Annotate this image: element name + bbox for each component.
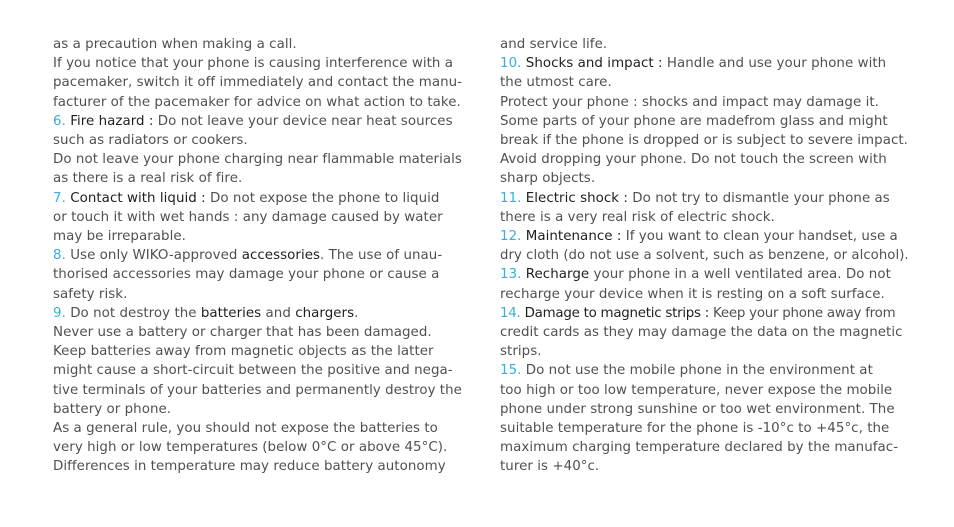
- text-line: Some parts of your phone are madefrom glass and might: [500, 113, 888, 129]
- text-line: Never use a battery or charger that has been damaged.: [53, 325, 432, 341]
- text-line: very high or low temperatures (below 0°C or above 45°C).: [53, 440, 448, 456]
- text-run: Use only WIKO-approved: [65, 248, 242, 264]
- text-run: Handle and use your phone with: [662, 56, 887, 72]
- section-number: 7.: [53, 190, 66, 206]
- text-line: the utmost care.: [500, 75, 612, 91]
- section-heading: Electric shock :: [525, 190, 628, 206]
- text-line: Differences in temperature may reduce battery autonomy: [53, 459, 446, 475]
- section-number: 9.: [53, 305, 66, 321]
- text-run: and: [261, 305, 296, 321]
- text-line: Do not leave your phone charging near flammable materials: [53, 152, 462, 168]
- section-8-line: [53, 246, 462, 265]
- section-number: 12.: [500, 229, 522, 245]
- section-heading: Damage to magnetic strips :: [524, 305, 710, 321]
- text-line: strips.: [500, 344, 542, 360]
- section-heading: accessories: [241, 248, 321, 264]
- section-number: 10.: [500, 56, 522, 72]
- section-number: 14.: [500, 305, 521, 321]
- text-line: and service life.: [500, 37, 608, 52]
- text-line: might cause a short-circuit between the positive and nega-: [53, 363, 453, 379]
- text-line: As a general rule, you should not expose the batteries to: [53, 421, 438, 437]
- text-line: thorised accessories may damage your phone or cause a: [53, 267, 440, 283]
- text-line: credit cards as they may damage the data on the magnetic: [500, 325, 903, 341]
- left-column: [53, 35, 462, 477]
- section-heading: Fire hazard :: [70, 113, 154, 129]
- text-run: If you want to clean your handset, use a: [621, 229, 898, 245]
- text-run: Do not use the mobile phone in the environment at: [521, 363, 873, 379]
- text-line: Avoid dropping your phone. Do not touch the screen with: [500, 152, 887, 168]
- section-heading: chargers: [295, 305, 355, 321]
- text-run: .: [354, 305, 359, 321]
- section-12-line: [500, 227, 909, 246]
- text-line: may be irreparable.: [53, 229, 186, 245]
- text-line: phone under strong sunshine or too wet environment. The: [500, 401, 895, 417]
- text-line: If you notice that your phone is causing interference with a: [53, 56, 454, 72]
- section-heading: Shocks and impact :: [525, 56, 663, 72]
- section-7-line: [53, 189, 462, 208]
- section-9-line: [53, 304, 462, 323]
- text-line: as there is a real risk of fire.: [53, 171, 243, 187]
- text-line: as a precaution when making a call.: [53, 37, 297, 52]
- section-10-line: [500, 54, 909, 73]
- text-run: your phone in a well ventilated area. Do not: [589, 267, 891, 283]
- section-heading: Contact with liquid :: [70, 190, 206, 206]
- text-run: Do not try to dismantle your phone as: [627, 190, 890, 206]
- text-line: pacemaker, switch it off immediately and contact the manu-: [53, 75, 463, 91]
- section-number: 11.: [500, 190, 522, 206]
- section-heading: Recharge: [525, 267, 590, 283]
- section-14-line: [500, 304, 909, 323]
- text-line: safety risk.: [53, 286, 128, 302]
- section-heading: Maintenance :: [525, 229, 622, 245]
- text-line: too high or too low temperature, never expose the mobile: [500, 382, 893, 398]
- text-line: suitable temperature for the phone is -10°c to +45°c, the: [500, 421, 890, 437]
- text-run: Do not leave your device near heat sources: [153, 113, 453, 129]
- text-line: Protect your phone : shocks and impact may damage it.: [500, 94, 879, 110]
- right-column: [500, 35, 909, 477]
- section-6-line: [53, 112, 462, 131]
- text-line: or touch it with wet hands : any damage caused by water: [53, 209, 443, 225]
- text-line: Keep batteries away from magnetic objects as the latter: [53, 344, 434, 360]
- text-line: such as radiators or cookers.: [53, 133, 248, 149]
- text-line: break if the phone is dropped or is subject to severe impact.: [500, 133, 908, 149]
- text-line: battery or phone.: [53, 401, 172, 417]
- section-number: 8.: [53, 248, 66, 264]
- text-run: . The use of unau-: [320, 248, 443, 264]
- text-line: sharp objects.: [500, 171, 596, 187]
- section-11-line: [500, 189, 909, 208]
- section-number: 6.: [53, 113, 66, 129]
- text-run: Keep your phone away from: [709, 305, 896, 321]
- text-line: there is a very real risk of electric shock.: [500, 209, 775, 225]
- text-line: tive terminals of your batteries and permanently destroy the: [53, 382, 462, 398]
- section-number: 15.: [500, 363, 522, 379]
- text-line: turer is +40°c.: [500, 459, 600, 475]
- text-line: dry cloth (do not use a solvent, such as benzene, or alcohol).: [500, 248, 909, 264]
- section-13-line: [500, 265, 909, 284]
- text-line: recharge your device when it is resting on a soft surface.: [500, 286, 885, 302]
- section-15-line: [500, 361, 909, 380]
- section-heading: batteries: [200, 305, 262, 321]
- text-run: Do not expose the phone to liquid: [205, 190, 440, 206]
- text-run: Do not destroy the: [65, 305, 201, 321]
- text-line: facturer of the pacemaker for advice on what action to take.: [53, 94, 461, 110]
- text-line: maximum charging temperature declared by the manufac-: [500, 440, 899, 456]
- section-number: 13.: [500, 267, 522, 283]
